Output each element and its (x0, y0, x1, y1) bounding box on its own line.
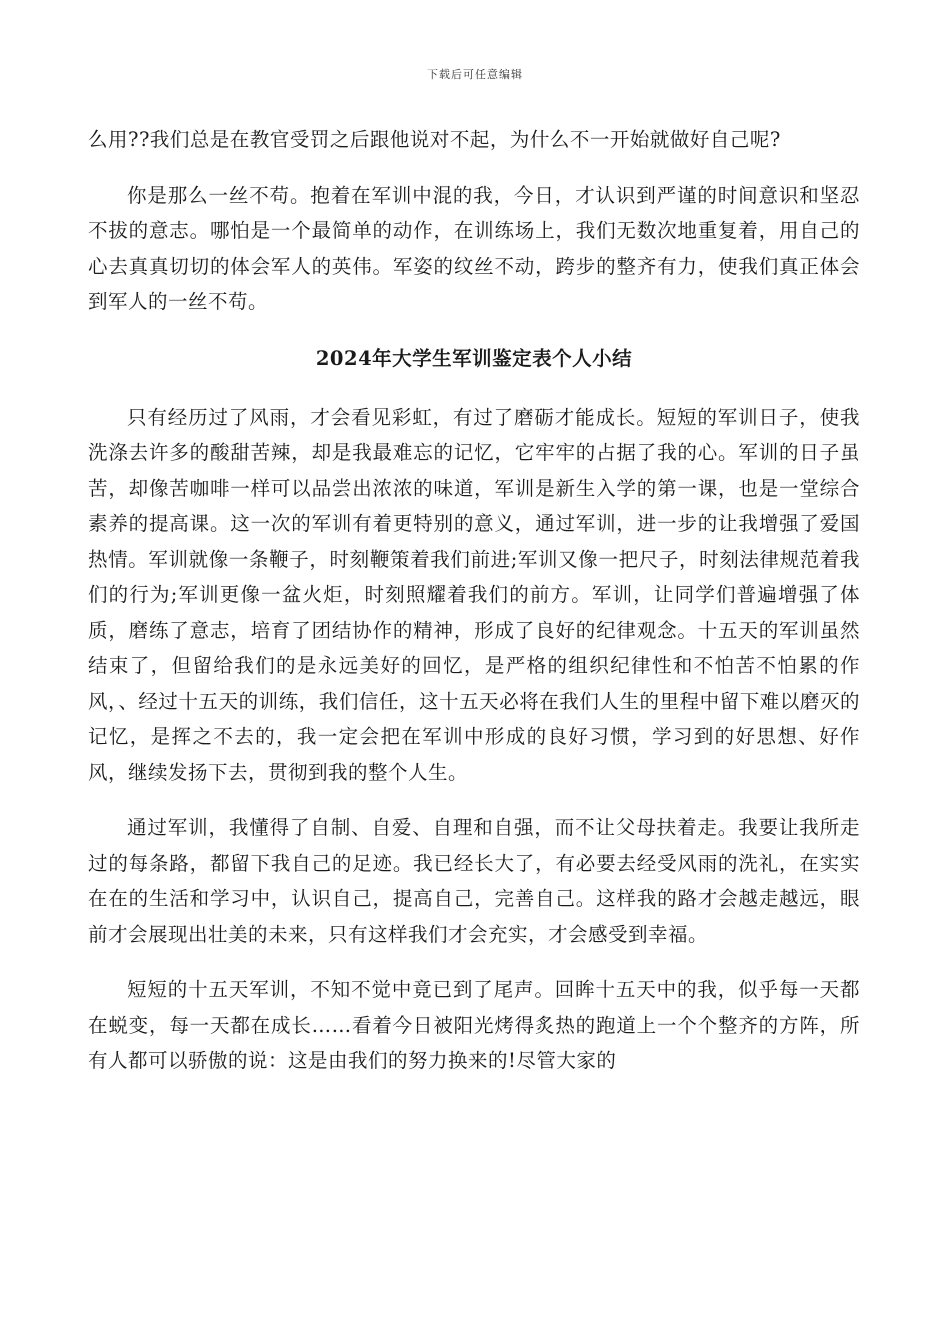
paragraph-self-reliance: 通过军训，我懂得了自制、自爱、自理和自强，而不让父母扶着走。我要让我所走过的每条路，都留下我自己的足迹。我已经长大了，有必要去经受风雨的洗礼，在实实在在的生活和学习中，认识自己，提高自己，完善自己。这样我的路才会越走越远，眼前才会展现出壮美的未来，只有这样我们才会充实，才会感受到幸福。 (88, 816, 860, 946)
paragraph-closing: 短短的十五天军训，不知不觉中竟已到了尾声。回眸十五天中的我，似乎每一天都在蜕变，每一天都在成长……看着今日被阳光烤得炙热的跑道上一个个整齐的方阵，所有人都可以骄傲的说：这是由我们的努力换来的!尽管大家的 (88, 978, 860, 1072)
page-header-note: 下载后可任意编辑 (427, 68, 523, 81)
paragraph-continuation: 么用??我们总是在教官受罚之后跟他说对不起，为什么不一开始就做好自己呢? (88, 128, 781, 151)
document-body (88, 122, 860, 1079)
section-heading: 2024年大学生军训鉴定表个人小结 (315, 346, 633, 370)
paragraph-discipline: 你是那么一丝不苟。抱着在军训中混的我，今日，才认识到严谨的时间意识和坚忍不拔的意志。哪怕是一个最简单的动作，在训练场上，我们无数次地重复着，用自己的心去真真切切的体会军人的英伟。军姿的纹丝不动，跨步的整齐有力，使我们真正体会到军人的一丝不苟。 (88, 183, 860, 313)
paragraph-summary: 只有经历过了风雨，才会看见彩虹，有过了磨砺才能成长。短短的军训日子，使我洗涤去许多的酸甜苦辣，却是我最难忘的记忆，它牢牢的占据了我的心。军训的日子虽苦，却像苦咖啡一样可以品尝出浓浓的味道，军训是新生入学的第一课，也是一堂综合素养的提高课。这一次的军训有着更特别的意义，通过军训，进一步的让我增强了爱国热情。军训就像一条鞭子，时刻鞭策着我们前进;军训又像一把尺子，时刻法律规范着我们的行为;军训更像一盆火炬，时刻照耀着我们的前方。军训，让同学们普遍增强了体质，磨练了意志，培育了团结协作的精神，形成了良好的纪律观念。十五天的军训虽然结束了，但留给我们的是永远美好的回忆，是严格的组织纪律性和不怕苦不怕累的作风，、经过十五天的训练，我们信任，这十五天必将在我们人生的里程中留下难以磨灭的记忆，是挥之不去的，我一定会把在军训中形成的良好习惯，学习到的好思想、好作风，继续发扬下去，贯彻到我的整个人生。 (88, 405, 860, 784)
